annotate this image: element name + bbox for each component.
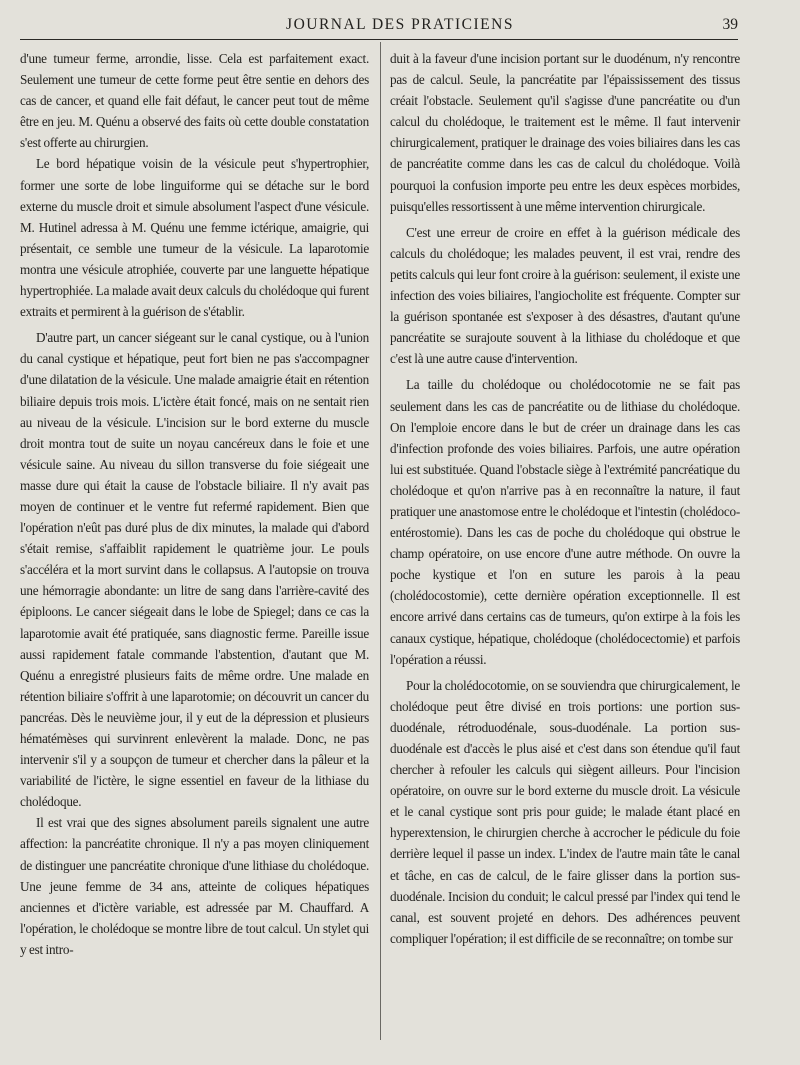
paragraph: Il est vrai que des signes absolument pareils signalent une autre affection: la pancréatite chronique. Il n'y a pas moyen cliniquement de distinguer une pancréatite chronique d'une lithiase du cholédoque. Une jeune femme de 34 ans, atteinte de coliques hépatiques anciennes et d'ictère variable, est adressée par M. Chauffard. A l'opération, le cholédoque se montre libre de tout calcul. Un stylet qui y est intro-: [20, 815, 369, 957]
paragraph: D'autre part, un cancer siégeant sur le canal cystique, ou à l'union du canal cystique et hépatique, peut fort bien ne pas s'accompagner d'une dilatation de la vésicule. Une malade amaigrie était en rétention biliaire depuis trois mois. L'ictère était foncé, mais on ne sentait rien au niveau de la vésicule. L'incision sur le bord externe du muscle droit montra tout de suite un noyau cancéreux dans le foie et une vésicule saine. Au niveau du sillon transverse du foie siégeait une masse dure qui était la cause de l'obstacle biliaire. Il n'y avait pas moyen de continuer et le ventre fut refermé rapidement. Bien que l'opération n'eût pas duré plus de dix minutes, la malade qui d'abord s'était remise, s'affaiblit rapidement le quatrième jour. Le pouls s'accéléra et la mort survint dans le collapsus. A l'autopsie on trouva une hémorragie abondante: un litre de sang dans l'arrière-cavité des épiploons. Le cancer siégeait dans le lobe de Spiegel; dans ce cas la laparotomie avait été pratiquée, sans diagnostic ferme. Pareille issue aussi rapidement fatale commande l'abstention, d'autant que M. Quénu a enregistré plusieurs faits de même ordre. Une malade en rétention biliaire s'offrit à une laparotomie; on découvrit un cancer du pancréas. Dès le neuvième jour, il y eut de la dépression et plusieurs hématémèses qui survinrent enlevèrent la malade. Donc, ne pas intervenir s'il y a soupçon de tumeur et chercher dans la pâleur et la variabilité de l'ictère, le signe essentiel en faveur de la lithiase du cholédoque.: [20, 330, 369, 810]
paragraph: duit à la faveur d'une incision portant sur le duodénum, n'y rencontre pas de calcul. Seule, la pancréatite par l'épaississement des tissus créait l'obstacle. Seulement qu'il s'agisse d'une pancréatite ou d'un calcul du cholédoque, le traitement est le même. Il faut intervenir chirurgicalement, pratiquer le drainage des voies biliaires dans les cas de pancréatite comme dans les cas de calcul du cholédoque. Voilà pourquoi la confusion importe peu entre les deux espèces morbides, puisqu'elles ressortissent à une même intervention chirurgicale.: [390, 51, 740, 214]
paragraph: Pour la cholédocotomie, on se souviendra que chirurgicalement, le cholédoque peut être divisé en trois portions: une portion sus-duodénale, rétroduodénale, sous-duodénale. La portion sus-duodénale est d'accès le plus aisé et c'est dans son étendue qu'il faut chercher à refouler les calculs qui siègent ailleurs. Pour l'incision opératoire, on ouvre sur le bord externe du muscle droit. La vésicule et le canal cystique sont pris pour guide; le malade étant placé en hyperextension, le chirurgien cherche à accrocher le pédicule du foie derrière lequel il passe un index. L'index de l'autre main tâte le canal et tâche, en cas de calcul, de le faire glisser dans la portion sus-duodénale. Incision du conduit; le calcul pressé par l'index qui tend le canal, est souvent projeté en dehors. Des adhérences peuvent compliquer l'opération; il est difficile de se reconnaître; on tombe sur: [390, 677, 740, 946]
page-number: 39: [722, 16, 738, 33]
paragraph: Le bord hépatique voisin de la vésicule peut s'hypertrophier, former une sorte de lobe linguiforme qui se détache sur le bord externe du muscle droit et simule absolument l'aspect d'une vésicule. M. Hutinel adressa à M. Quénu une femme ictérique, amaigrie, qui présentait, ce semble une tumeur de la vésicule. La laparotomie montra une vésicule atrophiée, couverte par une languette hépatique hypertrophiée. La malade avait deux calculs du cholédoque qui furent extraits et permirent à la guérison de s'établir.: [20, 156, 369, 320]
left-column: [20, 48, 369, 960]
paragraph: C'est une erreur de croire en effet à la guérison médicale des calculs du cholédoque; les malades peuvent, il est vrai, rendre des petits calculs qui leur font croire à la guérison: seulement, il existe une infection des voies biliaires, l'angiocholite est fréquente. Compter sur la guérison spontanée est s'exposer à des désastres, d'autant qu'une pancréatite se surajoute souvent à la lithiase du cholédoque et que c'est là une autre cause d'intervention.: [390, 224, 740, 367]
column-divider: [380, 42, 381, 1040]
running-title: JOURNAL DES PRATICIENS: [286, 16, 514, 33]
paragraph: d'une tumeur ferme, arrondie, lisse. Cela est parfaitement exact. Seulement une tumeur de cette forme peut être sentie en dehors des cas de cancer, et quand elle fait défaut, le cancer peut tout de même être en jeu. M. Quénu a observé des faits où cette double constatation s'est offerte au chirurgien.: [20, 51, 369, 151]
right-column: [390, 48, 740, 949]
header-rule: [20, 39, 738, 40]
paragraph: La taille du cholédoque ou cholédocotomie ne se fait pas seulement dans les cas de pancréatite ou de lithiase du cholédoque. On l'emploie encore dans le but de créer un drainage dans les cas d'infection profonde des voies biliaires. Parfois, une autre opération lui est substituée. Quand l'obstacle siège à l'extrémité pancréatique du cholédoque et qu'on n'arrive pas à en reconnaître la nature, il faut pratiquer une anastomose entre le cholédoque et l'intestin (cholédoco-entérostomie). Dans les cas de poche du cholédoque qui obstrue le champ opératoire, on use encore d'une autre méthode. On ouvre la poche kystique et l'on en suture les parois à la peau (cholédocostomie), cette dernière opération exceptionnelle. Il est encore arrivé dans certains cas de tumeurs, qu'on extirpe à la fois les canaux cystique, hépatique, cholédoque (cholédocectomie) et parfois l'opération a réussi.: [390, 377, 740, 667]
